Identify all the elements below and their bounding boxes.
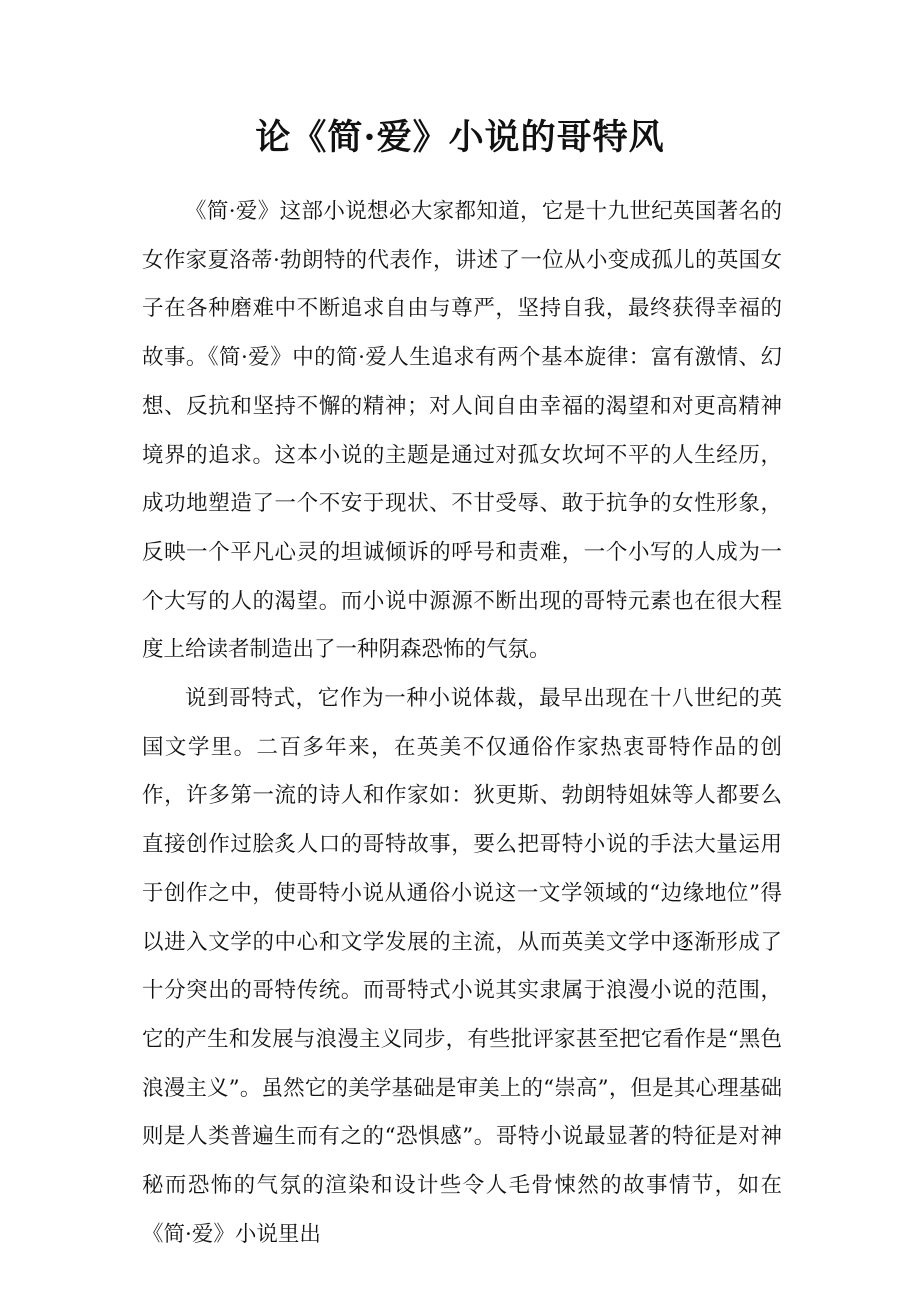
- document-title: 论《简·爱》小说的哥特风: [255, 117, 665, 158]
- document-body: [142, 188, 782, 1259]
- paragraph-2: 说到哥特式，它作为一种小说体裁，最早出现在十八世纪的英国文学里。二百多年来，在英美不仅通俗作家热衷哥特作品的创作，许多第一流的诗人和作家如：狄更斯、勃朗特姐妹等人都要么直接创作过脍炙人口的哥特故事，要么把哥特小说的手法大量运用于创作之中，使哥特小说从通俗小说这一文学领域的“边缘地位”得以进入文学的中心和文学发展的主流，从而英美文学中逐渐形成了十分突出的哥特传统。而哥特式小说其实隶属于浪漫小说的范围，它的产生和发展与浪漫主义同步，有些批评家甚至把它看作是“黑色浪漫主义”。虽然它的美学基础是审美上的“崇高”，但是其心理基础则是人类普遍生而有之的“恐惧感”。哥特小说最显著的特征是对神秘而恐怖的气氛的渲染和设计些令人毛骨悚然的故事情节，如在《简·爱》小说里出: [142, 686, 782, 1247]
- paragraph-1: 《简·爱》这部小说想必大家都知道，它是十九世纪英国著名的女作家夏洛蒂·勃朗特的代表作，讲述了一位从小变成孤儿的英国女子在各种磨难中不断追求自由与尊严，坚持自我，最终获得幸福的故事。《简·爱》中的简·爱人生追求有两个基本旋律：富有激情、幻想、反抗和坚持不懈的精神；对人间自由幸福的渴望和对更高精神境界的追求。这本小说的主题是通过对孤女坎坷不平的人生经历，成功地塑造了一个不安于现状、不甘受辱、敢于抗争的女性形象，反映一个平凡心灵的坦诚倾诉的呼号和责难，一个小写的人成为一个大写的人的渴望。而小说中源源不断出现的哥特元素也在很大程度上给读者制造出了一种阴森恐怖的气氛。: [142, 199, 782, 663]
